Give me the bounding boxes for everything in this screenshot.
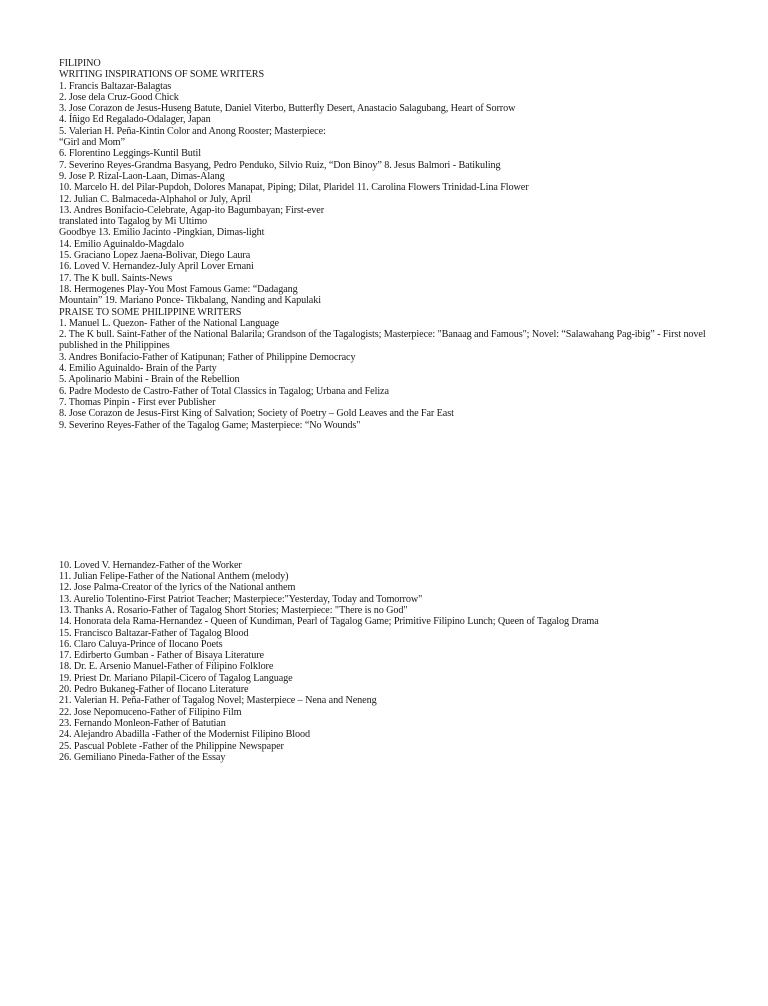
list-line: 14. Honorata dela Rama-Hernandez - Queen of Kundiman, Pearl of Tagalog Game; Primitive Filipino Lunch; Queen of Tagalog Drama xyxy=(59,616,599,628)
list-line: 18. Hermogenes Play-You Most Famous Game: “Dadagang xyxy=(59,283,298,295)
list-line: 7. Severino Reyes-Grandma Basyang, Pedro Penduko, Silvio Ruiz, “Don Binoy” 8. Jesus Balmori - Batikuling xyxy=(59,159,501,171)
list-line: 3. Andres Bonifacio-Father of Katipunan; Father of Philippine Democracy xyxy=(59,351,356,363)
praise-list-part-1 xyxy=(59,318,719,431)
list-line: 9. Jose P. Rizal-Laon-Laan, Dimas-Alang xyxy=(59,170,225,182)
list-line: 12. Julian C. Balmaceda-Alphahol or July, April xyxy=(59,193,251,205)
list-line: Goodbye 13. Emilio Jacinto -Pingkian, Dimas-light xyxy=(59,227,265,239)
list-line: 13. Aurelio Tolentino-First Patriot Teacher; Masterpiece:"Yesterday, Today and Tomorrow" xyxy=(59,593,423,605)
list-line: 5. Valerian H. Peña-Kintin Color and Anong Rooster; Masterpiece: xyxy=(59,125,326,137)
praise-list-part-2 xyxy=(59,560,719,763)
list-line: 8. Jose Corazon de Jesus-First King of Salvation; Society of Poetry – Gold Leaves and the Far East xyxy=(59,408,454,420)
list-line: 26. Gemiliano Pineda-Father of the Essay xyxy=(59,751,226,763)
list-line: 1. Francis Baltazar-Balagtas xyxy=(59,80,172,92)
list-line: 6. Padre Modesto de Castro-Father of Total Classics in Tagalog; Urbana and Feliza xyxy=(59,385,389,397)
list-line: 24. Alejandro Abadilla -Father of the Modernist Filipino Blood xyxy=(59,729,311,741)
list-line: 17. The K bull. Saints-News xyxy=(59,272,173,284)
list-line: translated into Tagalog by Mi Ultimo xyxy=(59,216,208,228)
list-line: 16. Loved V. Hernandez-July April Lover Ernani xyxy=(59,261,254,273)
list-line: 6. Florentino Leggings-Kuntil Butil xyxy=(59,148,201,160)
list-line: 3. Jose Corazon de Jesus-Huseng Batute, Daniel Viterbo, Butterfly Desert, Anastacio Salagubang, Heart of Sorrow xyxy=(59,103,516,115)
list-line: 17. Edirberto Gumban - Father of Bisaya Literature xyxy=(59,650,264,662)
list-line: 22. Jose Nepomuceno-Father of Filipino Film xyxy=(59,706,242,718)
heading-writing-inspirations: WRITING INSPIRATIONS OF SOME WRITERS xyxy=(59,69,265,81)
list-line: 9. Severino Reyes-Father of the Tagalog Game; Masterpiece: “No Wounds" xyxy=(59,419,361,431)
list-line: 7. Thomas Pinpin - First ever Publisher xyxy=(59,396,216,408)
list-line: 19. Priest Dr. Mariano Pilapil-Cicero of Tagalog Language xyxy=(59,672,293,684)
list-line: 14. Emilio Aguinaldo-Magdalo xyxy=(59,238,184,250)
document-page xyxy=(59,58,719,763)
list-line: 13. Andres Bonifacio-Celebrate, Agap-ito Bagumbayan; First-ever xyxy=(59,204,325,216)
list-line: 21. Valerian H. Peña-Father of Tagalog Novel; Masterpiece – Nena and Neneng xyxy=(59,695,377,707)
list-line: 12. Jose Palma-Creator of the lyrics of the National anthem xyxy=(59,582,296,594)
list-line: 10. Marcelo H. del Pilar-Pupdoh, Dolores Manapat, Piping; Dilat, Plaridel 11. Carolina Flowers Trinidad-Lina Flower xyxy=(59,182,529,194)
list-line: 5. Apolinario Mabini - Brain of the Rebellion xyxy=(59,374,240,386)
list-line: 11. Julian Felipe-Father of the National Anthem (melody) xyxy=(59,571,289,583)
heading-filipino: FILIPINO xyxy=(59,58,101,69)
list-line: 23. Fernando Monleon-Father of Batutian xyxy=(59,717,226,729)
list-line: 20. Pedro Bukaneg-Father of Ilocano Literature xyxy=(59,684,249,696)
list-line: Mountain” 19. Mariano Ponce- Tikbalang, Nanding and Kapulaki xyxy=(59,295,321,307)
list-line: 25. Pascual Poblete -Father of the Philippine Newspaper xyxy=(59,740,284,752)
list-line: 10. Loved V. Hernandez-Father of the Worker xyxy=(59,559,242,571)
list-line: 16. Claro Caluya-Prince of Ilocano Poets xyxy=(59,638,223,650)
list-line: “Girl and Mom” xyxy=(59,137,125,149)
list-line: 2. The K bull. Saint-Father of the National Balarila; Grandson of the Tagalogists; Masterpiece: "Banaag and Famous"; Novel: “Salawahang Pag-ibig” - First novel xyxy=(59,329,706,341)
list-line: 4. Íñigo Ed Regalado-Odalager, Japan xyxy=(59,114,211,126)
list-line: 15. Francisco Baltazar-Father of Tagalog Blood xyxy=(59,627,249,639)
list-line: 15. Graciano Lopez Jaena-Bolivar, Diego Laura xyxy=(59,250,251,262)
list-line: published in the Philippines xyxy=(59,340,170,352)
list-line: 2. Jose dela Cruz-Good Chick xyxy=(59,91,179,103)
writer-inspirations-list xyxy=(59,81,719,307)
list-line: 18. Dr. E. Arsenio Manuel-Father of Filipino Folklore xyxy=(59,661,274,673)
list-line: 13. Thanks A. Rosario-Father of Tagalog Short Stories; Masterpiece: "There is no God" xyxy=(59,604,408,616)
list-line: 1. Manuel L. Quezon- Father of the National Language xyxy=(59,317,279,329)
list-line: 4. Emilio Aguinaldo- Brain of the Party xyxy=(59,363,217,375)
heading-praise: PRAISE TO SOME PHILIPPINE WRITERS xyxy=(59,306,242,318)
page-gap xyxy=(59,431,719,560)
